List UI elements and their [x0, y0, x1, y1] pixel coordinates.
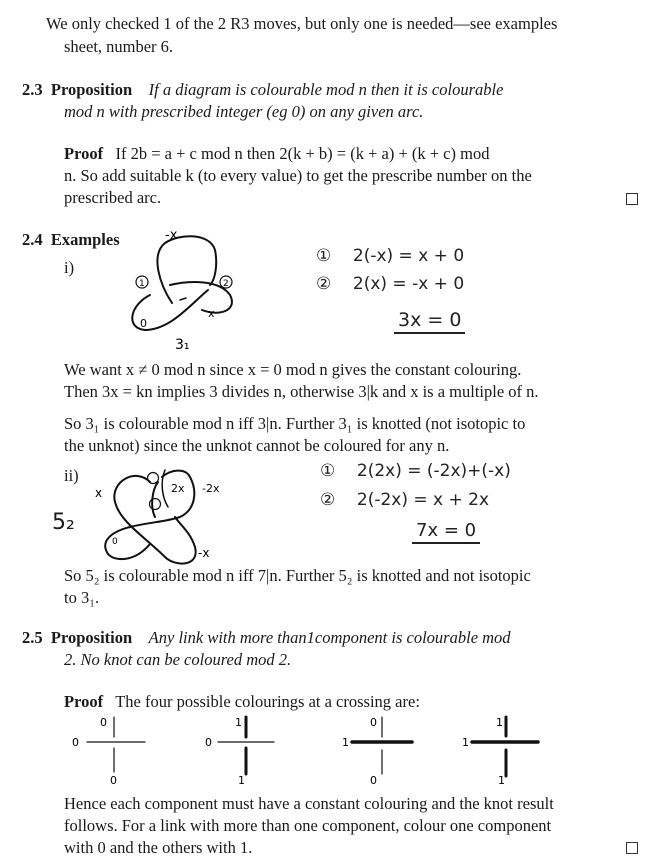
example-i-label: i)	[64, 258, 75, 277]
section-title: Proposition	[50, 628, 133, 647]
proof-2-5	[64, 692, 420, 712]
knot-label: -x	[165, 228, 178, 243]
equation-text: 2(-2x) = x + 2x	[356, 490, 490, 510]
paragraph-1-line-1: We want x ≠ 0 mod n since x = 0 mod n gives the constant colouring.	[64, 360, 522, 379]
knot-label: 2x	[171, 482, 185, 495]
example-ii-label: ii)	[64, 466, 79, 485]
proof-2-5-line-1: Hence each component must have a constant colouring and the knot result	[64, 794, 554, 813]
paragraph-1-line-2: Then 3x = kn implies 3 divides n, otherwise 3|k and x is a multiple of n.	[64, 382, 539, 401]
section-title: Proposition	[50, 80, 133, 99]
crossing-label: 0	[110, 774, 117, 787]
paragraph-3-line-1: So 5₂ is colourable mod n iff 7|n. Further 5₂ is knotted and not isotopic	[64, 566, 531, 585]
crossing-label: 1	[238, 774, 245, 787]
crossing-2	[205, 716, 274, 787]
proof-text: The four possible colourings at a crossing are:	[115, 692, 420, 711]
paragraph-2-line-2: the unknot) since the unknot cannot be coloured for any n.	[64, 436, 450, 455]
section-number: 2.3	[22, 80, 43, 99]
knot-arc-top	[157, 236, 216, 303]
equation-1	[316, 246, 464, 266]
crossing-label: 0	[100, 716, 107, 729]
equation-2	[320, 490, 489, 510]
examples-heading	[22, 230, 120, 250]
knot-label: -2x	[202, 482, 220, 495]
proposition-text: If a diagram is colourable mod n then it is colourable	[148, 80, 504, 99]
equation-text: 2(-x) = x + 0	[352, 246, 465, 266]
paragraph-3-line-2: to 3₁.	[64, 588, 100, 607]
equation-2	[316, 274, 464, 294]
crossing-label: 1	[342, 736, 349, 749]
five-two-knot-diagram	[90, 462, 260, 567]
proof-title: Proof	[64, 144, 104, 163]
qed-box	[626, 842, 638, 854]
equation-marker: ②	[320, 490, 336, 510]
crossing-label: 0	[205, 736, 212, 749]
intro-line-1: We only checked 1 of the 2 R3 moves, but only one is needed—see examples	[46, 14, 558, 33]
equation-text: 2(2x) = (-2x)+(-x)	[356, 461, 511, 481]
section-title: Examples	[50, 230, 120, 249]
proof-text: If 2b = a + c mod n then 2(k + b) = (k + a) + (k + c) mod	[115, 144, 490, 163]
equation-1	[320, 461, 511, 481]
knot-name: 3₁	[175, 337, 190, 353]
section-number: 2.5	[22, 628, 43, 647]
proposition-2-3	[22, 80, 503, 100]
proof-2-3-line-2: n. So add suitable k (to every value) to get the prescribe number on the	[64, 166, 532, 185]
proof-2-3	[64, 144, 489, 164]
proposition-2-5	[22, 628, 511, 648]
crossing-3	[342, 716, 412, 787]
crossing-label: 1	[235, 716, 242, 729]
qed-box	[626, 193, 638, 205]
knot-label: 2	[223, 279, 229, 289]
proposition-2-5-line-2: 2. No knot can be coloured mod 2.	[64, 650, 292, 669]
knot-label: 0	[112, 537, 118, 547]
paragraph-2-line-1: So 3₁ is colourable mod n iff 3|n. Further 3₁ is knotted (not isotopic to	[64, 414, 526, 433]
crossing-label: 0	[370, 774, 377, 787]
crossing-label: 0	[370, 716, 377, 729]
crossing-label: 1	[496, 716, 503, 729]
crossing-label: 1	[462, 736, 469, 749]
equation-marker: ①	[320, 461, 336, 481]
knot-label: 1	[139, 279, 145, 289]
crossing-1	[72, 716, 145, 787]
intro-line-2: sheet, number 6.	[64, 37, 174, 56]
knot-name-5-2: 5₂	[52, 510, 75, 535]
crossing-label: 1	[498, 774, 505, 787]
knot-label: x	[208, 307, 215, 320]
equation-result: 3x = 0	[394, 309, 465, 334]
equation-text: 2(x) = -x + 0	[352, 274, 465, 294]
equation-marker: ②	[316, 274, 332, 294]
equation-marker: ①	[316, 246, 332, 266]
equation-result: 7x = 0	[412, 520, 480, 544]
trefoil-knot-diagram	[120, 225, 250, 355]
crossing-4	[462, 716, 538, 787]
proposition-2-3-line-2: mod n with prescribed integer (eg 0) on any given arc.	[64, 102, 424, 121]
proof-2-5-line-2: follows. For a link with more than one component, colour one component	[64, 816, 552, 835]
proof-2-5-line-3: with 0 and the others with 1.	[64, 838, 253, 857]
proof-2-3-line-3: prescribed arc.	[64, 188, 162, 207]
proof-title: Proof	[64, 692, 104, 711]
knot-label: x	[95, 486, 103, 500]
knot-label: -x	[198, 546, 210, 560]
proposition-text: Any link with more than1component is colourable mod	[148, 628, 511, 647]
crossing-label: 0	[72, 736, 79, 749]
section-number: 2.4	[22, 230, 43, 249]
crossing-diagrams	[60, 712, 560, 787]
knot-label: 0	[140, 317, 147, 330]
